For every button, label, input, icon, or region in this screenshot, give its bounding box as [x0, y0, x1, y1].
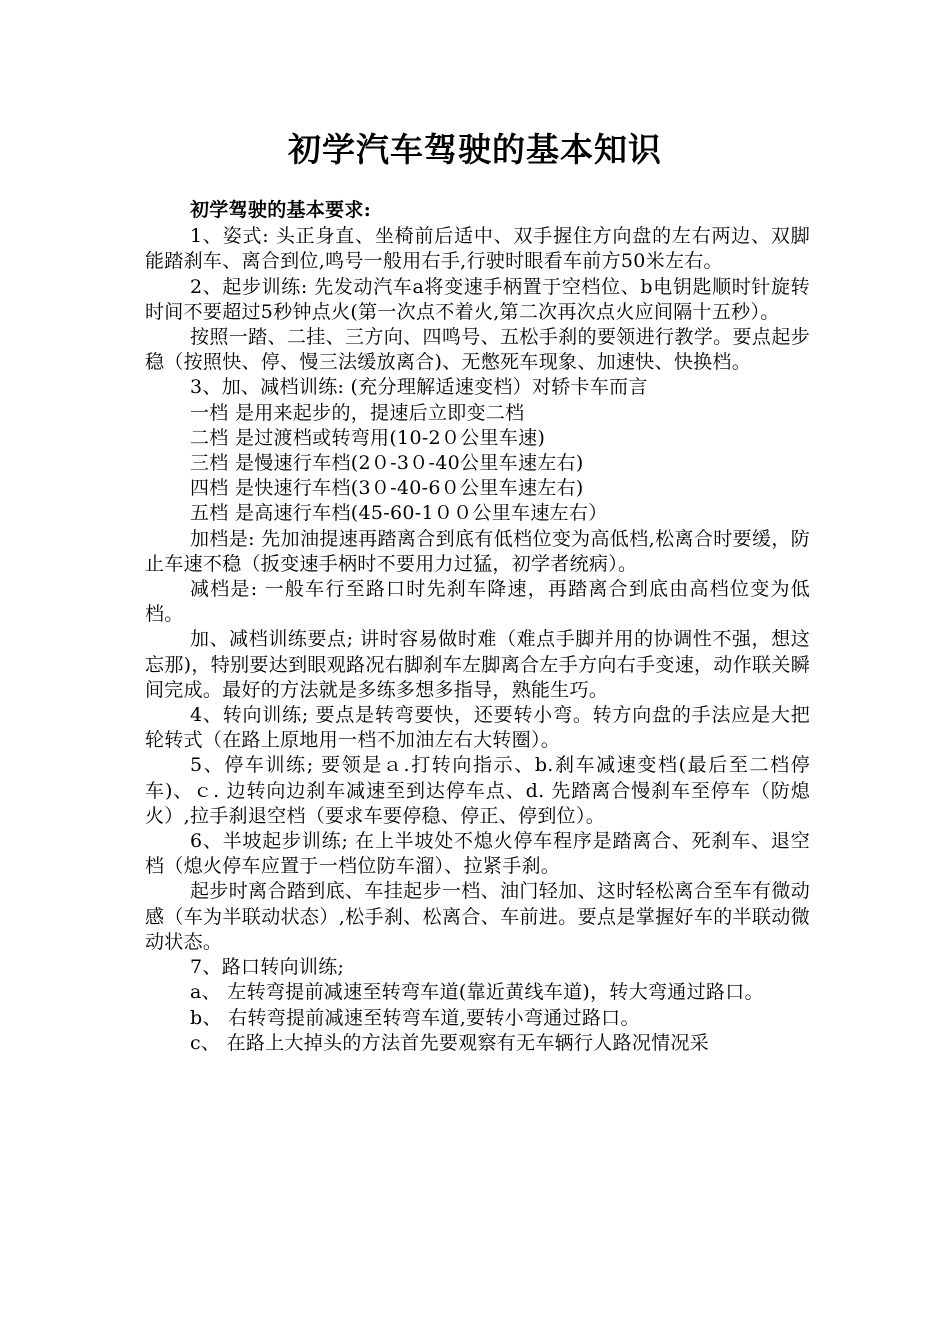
- paragraph-gear-3: 三档 是慢速行车档(2０-3０-40公里车速左右): [190, 452, 584, 475]
- paragraph-right-turn: b、 右转弯提前减速至转弯车道,要转小弯通过路口。: [190, 1006, 640, 1029]
- paragraph-start-steps: 按照一踏、二挂、三方向、四鸣号、五松手刹的要领进行教学。要点起步稳（按照快、停、慢三法缓放离合)、无憋死车现象、加速快、快换档。: [145, 326, 810, 374]
- paragraph-gear-training: 3、加、减档训练: (充分理解适速变档）对轿卡车而言: [190, 376, 648, 399]
- paragraph-steering: 4、转向训练; 要点是转弯要快，还要转小弯。转方向盘的手法应是大把轮转式（在路上原地用一档不加油左右大转圈）。: [145, 704, 810, 752]
- paragraph-start-training: 2、起步训练: 先发动汽车a将变速手柄置于空档位、b电钥匙顺时针旋转时间不要超过5秒钟点火(第一次点不着火,第二次再次点火应间隔十五秒）。: [145, 275, 810, 323]
- paragraph-downshift: 减档是: 一般车行至路口时先刹车降速，再踏离合到底由高档位变为低档。: [145, 578, 810, 626]
- paragraph-gear-5: 五档 是高速行车档(45-60-1００公里车速左右）: [190, 502, 608, 525]
- document-body: [145, 198, 810, 1056]
- paragraph-shift-points: 加、减档训练要点; 讲时容易做时难（难点手脚并用的协调性不强，想这忘那)，特别要达到眼观路况右脚刹车左脚离合左手方向右手变速，动作联关瞬间完成。最好的方法就是多练多想多指导，熟能生巧。: [145, 628, 810, 701]
- paragraph-hill-start-points: 起步时离合踏到底、车挂起步一档、油门轻加、这时轻松离合至车有微动感（车为半联动状态）,松手刹、松离合、车前进。要点是掌握好车的半联动微动状态。: [145, 880, 810, 953]
- paragraph-hill-start: 6、半坡起步训练; 在上半坡处不熄火停车程序是踏离合、死刹车、退空档（熄火停车应置于一档位防车溜）、拉紧手刹。: [145, 830, 810, 878]
- section-heading: 初学驾驶的基本要求:: [190, 199, 372, 221]
- page-title: 初学汽车驾驶的基本知识: [288, 130, 662, 169]
- paragraph-gear-1: 一档 是用来起步的，提速后立即变二档: [190, 401, 525, 424]
- paragraph-gear-4: 四档 是快速行车档(3０-40-6０公里车速左右): [190, 477, 584, 500]
- paragraph-upshift: 加档是: 先加油提速再踏离合到底有低档位变为高低档,松离合时要缓，防止车速不稳（扳变速手柄时不要用力过猛，初学者统病）。: [145, 527, 810, 575]
- paragraph-gear-2: 二档 是过渡档或转弯用(10-2０公里车速): [190, 426, 546, 449]
- paragraph-u-turn: c、 在路上大掉头的方法首先要观察有无车辆行人路况情况采: [190, 1031, 710, 1054]
- paragraph-left-turn: a、 左转弯提前减速至转弯车道(靠近黄线车道)，转大弯通过路口。: [190, 981, 764, 1004]
- paragraph-stopping: 5、停车训练; 要领是ａ.打转向指示、b.刹车减速变档(最后至二档停车)、ｃ. 边转向边刹车减速至到达停车点、d. 先踏离合慢刹车至停车（防熄火）,拉手刹退空档（要求车要停稳、停正、停到位）。: [145, 754, 810, 827]
- paragraph-intersection: 7、路口转向训练;: [190, 956, 345, 979]
- paragraph-posture: 1、姿式: 头正身直、坐椅前后适中、双手握住方向盘的左右两边、双脚能踏刹车、离合到位,鸣号一般用右手,行驶时眼看车前方50米左右。: [145, 225, 810, 273]
